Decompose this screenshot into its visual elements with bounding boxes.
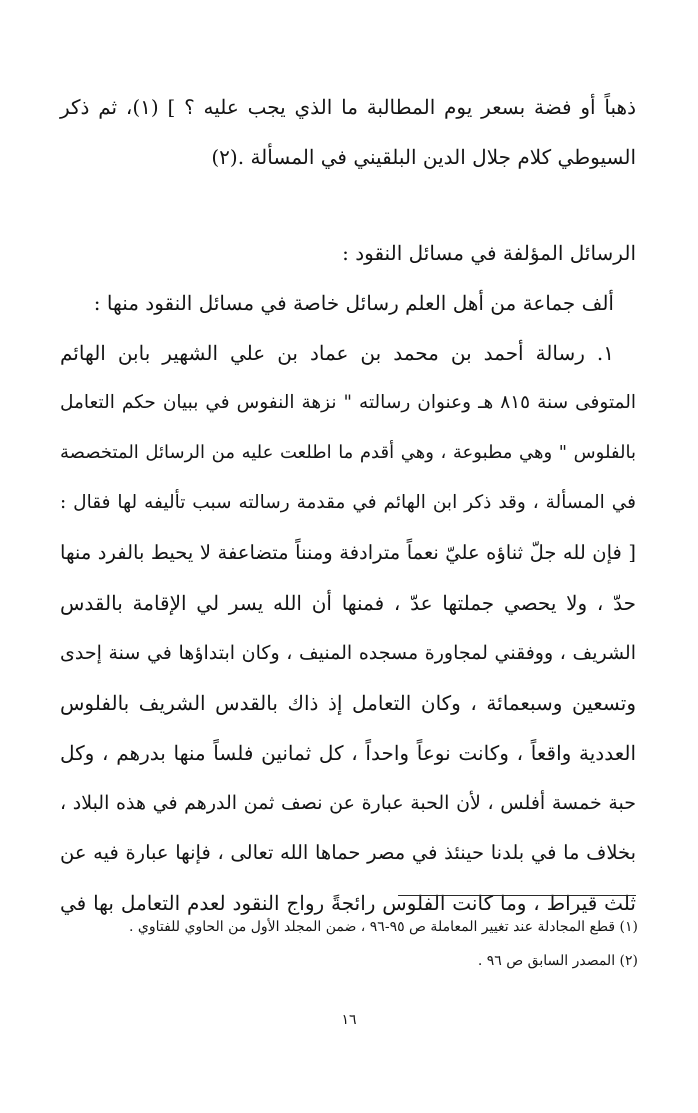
text-line: بالفلوس " وهي مطبوعة ، وهي أقدم ما اطلعت عليه من الرسائل المتخصصة [60,442,636,463]
text-line: السيوطي كلام جلال الدين البلقيني في المسألة .(٢) [211,145,636,169]
quote-line: الشريف ، ووفقني لمجاورة مسجده المنيف ، وكان ابتداؤها في سنة إحدى [60,642,636,664]
main-text [60,82,636,928]
quote-line: العددية واقعاً ، وكانت نوعاً واحداً ، كل ثمانين فلساً منها بدرهم ، وكل [60,741,636,765]
quote-line: حبة خمسة أفلس ، لأن الحبة عبارة عن نصف ثمن الدرهم في هذه البلاد ، [60,792,636,814]
text-line: ذهباً أو فضة بسعر يوم المطالبة ما الذي يجب عليه ؟ ] (١)، ثم ذكر [60,95,636,119]
footnote-1: (١) قطع المجادلة عند تغيير المعاملة ص ٩٥-٩٦ ، ضمن المجلد الأول من الحاوي للفتاوي . [128,919,638,935]
text-line: ألف جماعة من أهل العلم رسائل خاصة في مسائل النقود منها : [93,291,614,315]
quote-line: بخلاف ما في بلدنا حينئذ في مصر حماها الله تعالى ، فإنها عبارة فيه عن [60,841,636,864]
page-number: ١٦ [341,1012,357,1028]
quote-line: حدّ ، ولا يحصي جملتها عدّ ، فمنها أن الله يسر لي الإقامة بالقدس [60,591,636,615]
quote-line: ثلث قيراط ، وما كانت الفلوس رائجةً رواج النقود لعدم التعامل بها في [60,891,636,915]
section-gap [60,182,636,228]
footnote-separator [398,895,636,896]
section-heading: الرسائل المؤلفة في مسائل النقود : [342,241,636,265]
footnote-2: (٢) المصدر السابق ص ٩٦ . [477,953,638,969]
quote-line: [ فإن لله جلّ ثناؤه عليّ نعماً مترادفة ومنناً متضاعفة لا يحيط بالفرد منها [60,541,636,564]
footnotes [60,910,638,978]
list-item-heading: ١. رسالة أحمد بن محمد بن عماد بن علي الشهير بابن الهائم [60,341,614,365]
text-line: في المسألة ، وقد ذكر ابن الهائم في مقدمة رسالته سبب تأليفه لها فقال : [60,492,636,513]
text-line: المتوفى سنة ٨١٥ هـ وعنوان رسالته " نزهة النفوس في ببيان حكم التعامل [60,392,636,413]
quote-line: وتسعين وسبعمائة ، وكان التعامل إذ ذاك بالقدس الشريف بالفلوس [60,691,636,715]
